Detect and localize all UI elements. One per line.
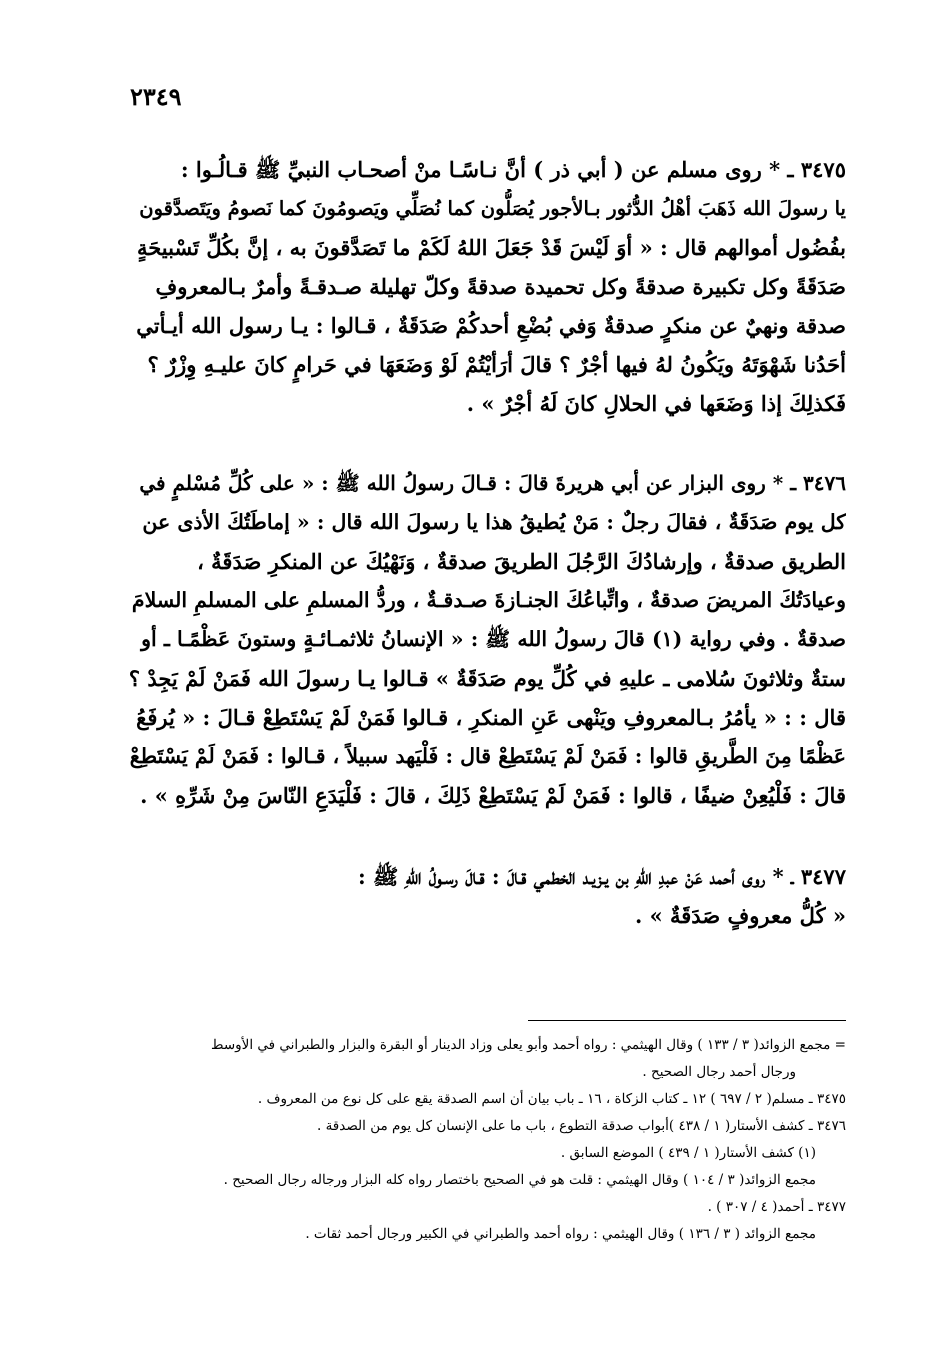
footnote-line: ٣٤٧٥ ـ مسلم( ٢ / ٦٩٧ ) ١٢ ـ كتاب الزكاة ، ١٦ ـ باب بيان أن اسم الصدقة يقع على كل نوع من المعروف . bbox=[257, 1091, 846, 1107]
hadith-line: صَدَقَةً وكل تكبيرة صدقةً وكل تحميدة صدقةً وكلّ تهليلة صـدقـةً وأمرٌ بـالمعروفِ bbox=[155, 274, 846, 299]
hadith-line: بفُضُول أموالهم قال : « أوَ لَيْسَ قَدْ جَعَلَ اللهُ لَكَمْ ما تَصَدَّقونَ به ، إنَّ بكُلِّ تَسْبيحَةٍ bbox=[136, 235, 846, 260]
hadith-3477 bbox=[128, 857, 846, 935]
page-number: ٢٣٤٩ bbox=[130, 82, 182, 111]
hadith-line: ٣٤٧٥ ـ * روى مسلم عن ( أبي ذر ) أنَّ نـاسًـا منْ أصحـاب النبيِّ ﷺ قـالُـوا : bbox=[180, 157, 846, 182]
footnote-divider bbox=[528, 1020, 846, 1021]
footnote-line: (١) كشف الأستار( ١ / ٤٣٩ ) الموضع السابق . bbox=[560, 1145, 816, 1161]
hadith-line: أحَدُنا شَهْوَتَهُ ويَكُونُ لهُ فيها أجْرٌ ؟ قالَ أرَأيْتُمْ لَوْ وَضَعَهَا في حَرامٍ كانَ عليـهِ وِزْرٌ ؟ bbox=[147, 352, 846, 377]
footnote-line: مجمع الزوائد ( ٣ / ١٣٦ ) وقال الهيثمي : رواه أحمد والطبراني في الكبير ورجال أحمد ثقات . bbox=[305, 1226, 816, 1242]
hadith-line: « كُلُّ معروفٍ صَدَقَةٌ » . bbox=[634, 903, 846, 928]
hadith-line: ٣٤٧٧ ـ * روى أحمد عَنْ عبدِ اللهِ بن يـزيـد الخطمي قـالَ : قـالَ رسـولُ اللهِ ﷺ : bbox=[357, 864, 846, 889]
hadith-line: ستةٌ وثلاثونَ سُلامى ـ عليهِ في كُلِّ يوم صَدَقَةٌ » قـالوا يـا رسولَ الله فَمَنْ لَمْ يَجِدْ ؟ bbox=[128, 666, 846, 691]
hadith-3476 bbox=[128, 464, 846, 815]
hadith-line: وعيادَتُكَ المريضَ صدقةٌ ، واتِّباعُكَ الجنـازةَ صـدقـةٌ ، وردُّ المسلمِ على المسلمِ السلامَ bbox=[131, 588, 846, 612]
footnote-line: مجمع الزوائد( ٣ / ١٠٤ ) وقال الهيثمي : قلت هو في الصحيح باختصار رواه كله البزار ورجاله رجال الصحيح . bbox=[223, 1172, 816, 1188]
hadith-line: صدقة ونهيٌ عن منكرٍ صدقةٌ وَفي بُضْعِ أحدكُمْ صَدَقَةٌ ، قـالوا : يـا رسول الله أيـأتي bbox=[136, 313, 846, 338]
hadith-3475 bbox=[128, 150, 846, 423]
hadith-line: عَظْمًا مِنَ الطَّريقِ قالوا : فَمَنْ لَمْ يَسْتَطِعْ قال : فَلْيَهد سبيلاً ، قـالوا : فَمَنْ لَمْ يَسْتَطِعْ bbox=[129, 744, 846, 768]
hadith-line: قالَ : فَلْيُعِنْ ضيفًا ، قالوا : فَمَنْ لَمْ يَسْتَطِعْ ذَلِكَ ، قالَ : فَلْيَدَعِ النّاسَ مِنْ شَرِّهِ » . bbox=[140, 783, 846, 808]
hadith-line: فَكذلِكَ إذا وَضَعَها في الحلالِ كانَ لَهُ أجْرٌ » . bbox=[466, 391, 846, 416]
hadith-line: قال : : « يأمُرُ بـالمعروفِ ويَنْهى عَنِ المنكرِ ، قـالوا فَمَنْ لَمْ يَسْتَطِعْ قـالَ : « يُرفَعُ bbox=[136, 705, 846, 730]
footnotes bbox=[128, 1032, 846, 1248]
footnote-line: ٣٤٧٦ ـ كشف الأستار( ١ / ٤٣٨ )أبواب صدقة التطوع ، باب ما على الإنسان كل يوم من الصدقة . bbox=[316, 1118, 846, 1134]
hadith-line: صدقةٌ . وفي رواية (١) قالَ رسولُ الله ﷺ : « الإنسانُ ثلاثمـائـةٍ وستونَ عَظْمًـا ـ أو bbox=[141, 627, 846, 651]
hadith-line: ٣٤٧٦ ـ * روى البزار عن أبي هريرةَ قالَ : قـالَ رسولُ الله ﷺ : « على كُلِّ مُسْلمٍ في bbox=[139, 471, 846, 495]
footnote-line: ورجال أحمد رجال الصحيح . bbox=[642, 1064, 796, 1080]
hadith-line: الطريق صدقةٌ ، وإرشادُكَ الرَّجُلَ الطريقَ صدقةٌ ، وَنَهْيُكَ عن المنكرِ صَدَقَةٌ ، bbox=[197, 549, 846, 574]
hadith-line: كل يوم صَدَقَةٌ ، فقالَ رجلٌ : مَنْ يُطيقُ هذا يا رسولَ الله قال : « إماطَتُكَ الأذى عن bbox=[142, 510, 846, 534]
footnote-line: ٣٤٧٧ ـ أحمد( ٤ / ٣٠٧ ) . bbox=[707, 1199, 846, 1215]
hadith-line: يا رسولَ الله ذَهَبَ أهْلُ الدُّثور بـالأجور يُصَلُّون كما نُصَلِّي ويَصومُونَ كما نَصومُ ويَتَصدَّقون bbox=[139, 197, 846, 220]
footnote-line: = مجمع الزوائد( ٣ / ١٣٣ ) وقال الهيثمي : رواه أحمد وأبو يعلى وزاد الدينار أو البقرة والبزار والطبراني في الأوسط bbox=[211, 1037, 846, 1053]
